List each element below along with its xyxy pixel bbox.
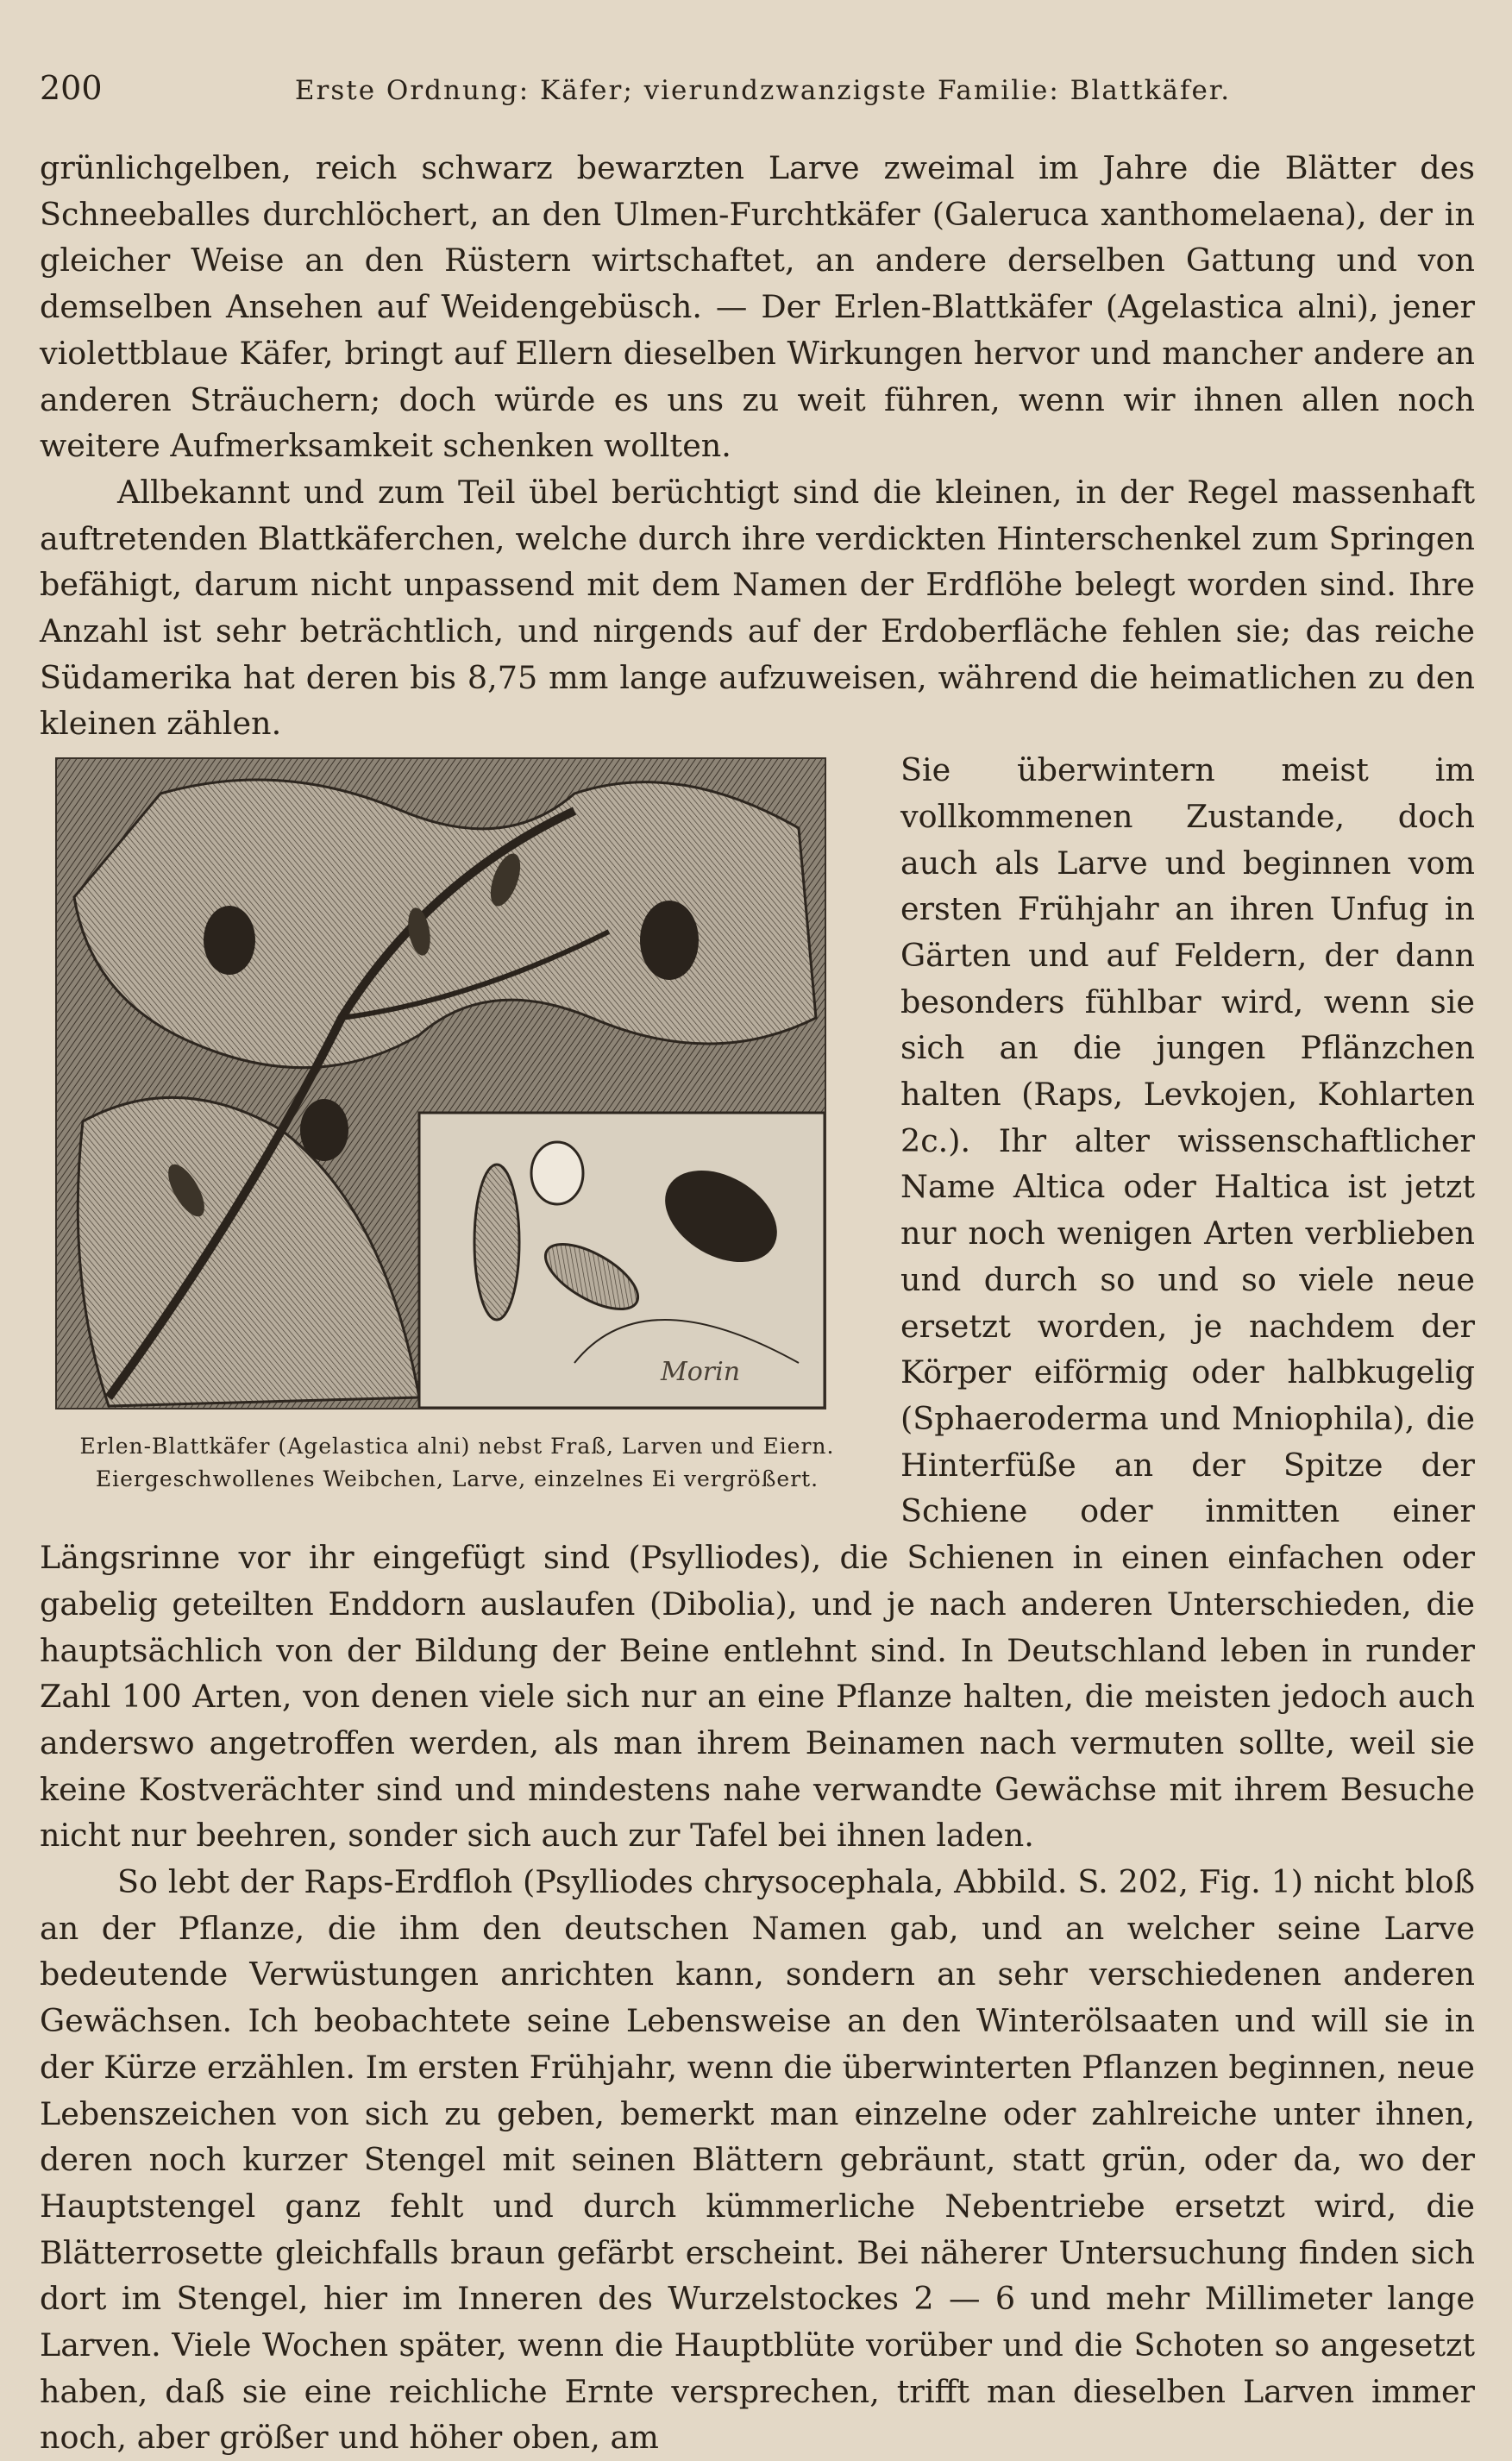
engraver-signature: Morin (661, 1357, 741, 1388)
caption-line-1: Erlen-Blattkäfer (Agelastica alni) nebst Fraß, Larven und Eiern. (79, 1434, 835, 1460)
paragraph-3: Sie überwintern meist im vollkommenen Zustande, doch auch als Larve und beginnen vom ersten Frühjahr an ihren Unfug in Gärten und auf Feldern, der dann besonders fühlbar wird, wenn sie sich an die jungen Pflänzchen halten (Raps, Levkojen, Kohlarten 2c.). Ihr alter wissenschaftlicher Name Altica oder Haltica ist jetzt nur noch wenigen Arten verblieben und durch so und so viele neue ersetzt worden, je nachdem der Körper eiförmig oder halbkugelig (Sphaeroderma und Mniophila), die Hinterfüße an der Spitze der Schiene oder inmitten einer Längsrinne vor ihr eingefügt sind (Psylliodes), die Schienen in einen einfachen oder gabelig geteilten Enddorn auslaufen (Dibolia), und je nach anderen Unterschieden, die hauptsächlich von der Bildung der Beine entlehnt sind. In Deutschland leben in runder Zahl 100 Arten, von denen viele sich nur an eine Pflanze halten, die meisten jedoch auch anderswo angetroffen werden, als man ihrem Beinamen nach vermuten sollte, weil sie keine Kostverächter sind und mindestens nahe verwandte Gewächse mit ihrem Besuche nicht nur beehren, sonder sich auch zur Tafel bei ihnen laden. (40, 751, 1475, 1855)
beetle-leaf-engraving (57, 759, 825, 1408)
page-number: 200 (40, 69, 103, 107)
figure-caption (48, 1430, 866, 1496)
running-title: Erste Ordnung: Käfer; vierundzwanzigste Familie: Blattkäfer. (294, 75, 1232, 106)
figure-erlen-blattkaefer (48, 757, 866, 1515)
paragraph-4: So lebt der Raps-Erdfloh (Psylliodes chrysocephala, Abbild. S. 202, Fig. 1) nicht bloß an der Pflanze, die ihm den deutschen Namen gab, und an welcher seine Larve bedeutende Verwüstungen anrichten kann, sondern an sehr verschiedenen anderen Gewächsen. Ich beobachtete seine Lebensweise an den Winterölsaaten und will sie in der Kürze erzählen. Im ersten Frühjahr, wenn die überwinterten Pflanzen beginnen, neue Lebenszeichen von sich zu geben, bemerkt man einzelne oder zahlreiche unter ihnen, deren noch kurzer Stengel mit seinen Blättern gebräunt, statt grün, oder da, wo der Hauptstengel ganz fehlt und durch kümmerliche Nebentriebe ersetzt wird, die Blätterrosette gleichfalls braun gefärbt erscheint. Bei näherer Untersuchung finden sich dort im Stengel, hier im Inneren des Wurzelstockes 2 — 6 und mehr Millimeter lange Larven. Viele Wochen später, wenn die Hauptblüte vorüber und die Schoten so angesetzt haben, daß sie eine reichliche Ernte versprechen, trifft man dieselben Larven immer noch, aber größer und höher oben, am (40, 1863, 1475, 2457)
body-text (40, 145, 1475, 2461)
paragraph-1: grünlichgelben, reich schwarz bewarzten Larve zweimal im Jahre die Blätter des Schneeballes durchlöchert, an den Ulmen-Furchtkäfer (Galeruca xanthomelaena), der in gleicher Weise an den Rüstern wirtschaftet, an andere derselben Gattung und von demselben Ansehen auf Weidengebüsch. — Der Erlen-Blattkäfer (Agelastica alni), jener violettblaue Käfer, bringt auf Ellern dieselben Wirkungen hervor und mancher andere an anderen Sträuchern; doch würde es uns zu weit führen, wenn wir ihnen allen noch weitere Aufmerksamkeit schenken wollten. (40, 149, 1475, 465)
engraving-illustration (55, 757, 826, 1409)
running-head (40, 69, 1477, 121)
paragraph-2: Allbekannt und zum Teil übel berüchtigt sind die kleinen, in der Regel massenhaft auftretenden Blattkäferchen, welche durch ihre verdickten Hinterschenkel zum Springen befähigt, darum nicht unpassend mit dem Namen der Erdflöhe belegt worden sind. Ihre Anzahl ist sehr beträchtlich, und nirgends auf der Erdoberfläche fehlen sie; das reiche Südamerika hat deren bis 8,75 mm lange aufzuweisen, während die heimatlichen zu den kleinen zählen. (40, 473, 1475, 743)
caption-line-2: Eiergeschwollenes Weibchen, Larve, einzelnes Ei vergrößert. (95, 1466, 819, 1492)
